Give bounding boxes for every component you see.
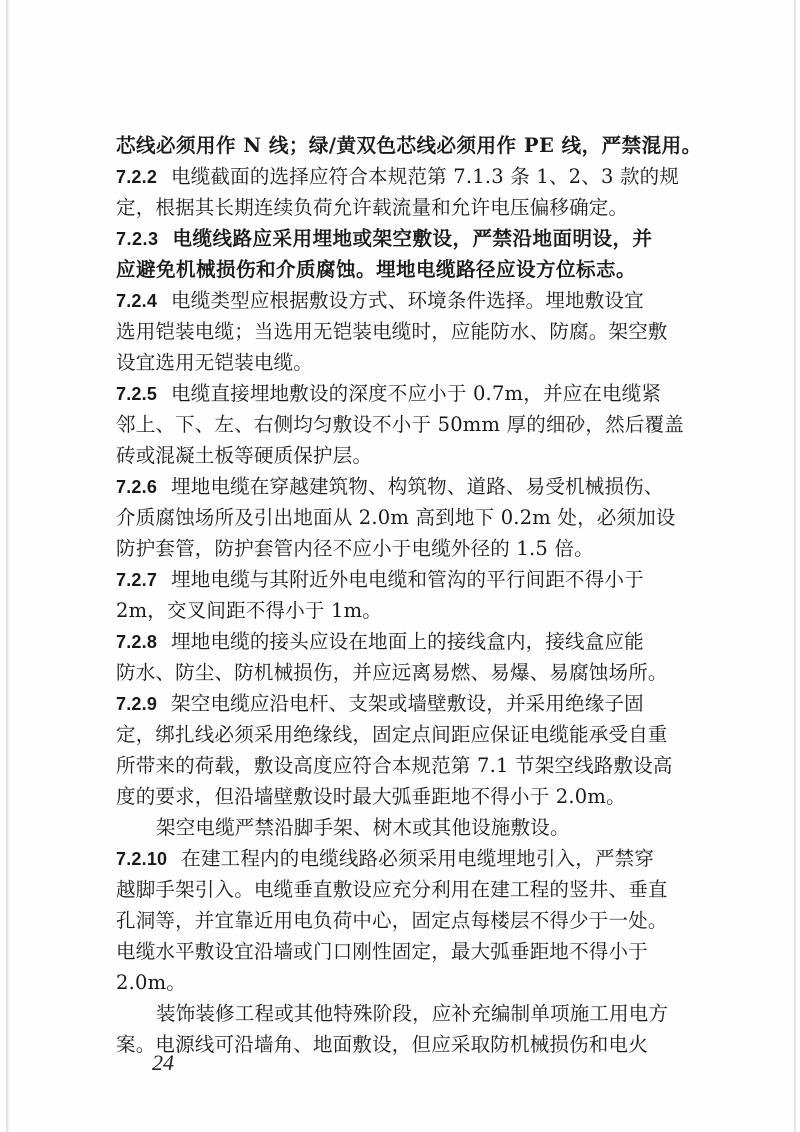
clause-number: 7.2.2 — [116, 167, 158, 187]
line-text: 电缆线路应采用埋地或架空敷设，严禁沿地面明设，并 — [172, 227, 653, 250]
clause-number: 7.2.10 — [116, 849, 168, 869]
clause-line-7-2-6 — [116, 471, 716, 502]
text-line — [116, 440, 716, 471]
line-text: 电缆截面的选择应符合本规范第 7.1.3 条 1、2、3 款的规 — [171, 165, 680, 188]
line-text: 设宜选用无铠装电缆。 — [116, 351, 314, 374]
clause-line-7-2-2 — [116, 161, 716, 192]
text-line — [116, 347, 716, 378]
page-right-edge — [794, 0, 796, 1132]
line-text: 装饰装修工程或其他特殊阶段，应补充编制单项施工用电方 — [156, 1002, 669, 1025]
line-text: 定，绑扎线必须采用绝缘线，固定点间距应保证电缆能承受自重 — [116, 723, 668, 746]
line-text: 电缆直接埋地敷设的深度不应小于 0.7m，并应在电缆紧 — [171, 382, 662, 405]
text-line — [116, 905, 716, 936]
text-line — [116, 874, 716, 905]
clause-line-7-2-10 — [116, 843, 716, 874]
line-text: 在建工程内的电缆线路必须采用电缆埋地引入，严禁穿 — [181, 847, 655, 870]
line-text: 芯线必须用作 N 线；绿/黄双色芯线必须用作 PE 线，严禁混用。 — [116, 134, 702, 157]
line-text: 度的要求，但沿墙壁敷设时最大弧垂距地不得小于 2.0m。 — [116, 785, 626, 808]
text-line — [116, 502, 716, 533]
document-body — [116, 130, 716, 1060]
text-line — [116, 130, 716, 161]
line-text: 所带来的荷载，敷设高度应符合本规范第 7.1 节架空线路敷设高 — [116, 754, 673, 777]
text-line — [116, 812, 716, 843]
text-line — [116, 750, 716, 781]
text-line — [116, 657, 716, 688]
line-text: 防水、防尘、防机械损伤，并应远离易燃、易爆、易腐蚀场所。 — [116, 661, 668, 684]
line-text: 越脚手架引入。电缆垂直敷设应充分利用在建工程的竖井、垂直 — [116, 878, 668, 901]
text-line — [116, 595, 716, 626]
text-line — [116, 316, 716, 347]
text-line — [116, 409, 716, 440]
line-text: 架空电缆严禁沿脚手架、树木或其他设施敷设。 — [156, 816, 570, 839]
line-text: 选用铠装电缆；当选用无铠装电缆时，应能防水、防腐。架空敷 — [116, 320, 668, 343]
line-text: 2.0m。 — [116, 971, 187, 994]
clause-line-7-2-3 — [116, 223, 716, 254]
line-text: 邻上、下、左、右侧均匀敷设不小于 50mm 厚的细砂，然后覆盖 — [116, 413, 684, 436]
line-text: 埋地电缆与其附近外电电缆和管沟的平行间距不得小于 — [171, 568, 644, 591]
text-line — [116, 998, 716, 1029]
line-text: 电缆水平敷设宜沿墙或门口刚性固定，最大弧垂距地不得小于 — [116, 940, 648, 963]
text-line — [116, 192, 716, 223]
clause-number: 7.2.4 — [116, 291, 158, 311]
line-text: 埋地电缆在穿越建筑物、构筑物、道路、易受机械损伤、 — [171, 475, 664, 498]
line-text: 案。电源线可沿墙角、地面敷设，但应采取防机械损伤和电火 — [116, 1033, 648, 1056]
text-line — [116, 719, 716, 750]
clause-number: 7.2.6 — [116, 477, 158, 497]
page-left-edge — [6, 0, 9, 1132]
line-text: 电缆类型应根据敷设方式、环境条件选择。埋地敷设宜 — [171, 289, 644, 312]
text-line — [116, 254, 716, 285]
clause-number: 7.2.3 — [116, 229, 159, 249]
line-text: 埋地电缆的接头应设在地面上的接线盒内，接线盒应能 — [171, 630, 644, 653]
clause-number: 7.2.8 — [116, 632, 158, 652]
text-line — [116, 533, 716, 564]
text-line — [116, 1029, 716, 1060]
text-line — [116, 781, 716, 812]
line-text: 防护套管，防护套管内径不应小于电缆外径的 1.5 倍。 — [116, 537, 594, 560]
clause-number: 7.2.7 — [116, 570, 158, 590]
line-text: 孔洞等，并宜靠近用电负荷中心，固定点每楼层不得少于一处。 — [116, 909, 668, 932]
line-text: 定，根据其长期连续负荷允许载流量和允许电压偏移确定。 — [116, 196, 629, 219]
clause-line-7-2-7 — [116, 564, 716, 595]
clause-line-7-2-9 — [116, 688, 716, 719]
line-text: 介质腐蚀场所及引出地面从 2.0m 高到地下 0.2m 处，必须加设 — [116, 506, 676, 529]
line-text: 架空电缆应沿电杆、支架或墙壁敷设，并采用绝缘子固 — [171, 692, 644, 715]
clause-line-7-2-8 — [116, 626, 716, 657]
line-text: 砖或混凝土板等硬质保护层。 — [116, 444, 373, 467]
clause-line-7-2-5 — [116, 378, 716, 409]
text-line — [116, 936, 716, 967]
text-line — [116, 967, 716, 998]
line-text: 2m，交叉间距不得小于 1m。 — [116, 599, 382, 622]
clause-number: 7.2.5 — [116, 384, 158, 404]
clause-line-7-2-4 — [116, 285, 716, 316]
line-text: 应避免机械损伤和介质腐蚀。埋地电缆路径应设方位标志。 — [116, 258, 637, 281]
page-number: 24 — [152, 1050, 174, 1075]
clause-number: 7.2.9 — [116, 694, 158, 714]
